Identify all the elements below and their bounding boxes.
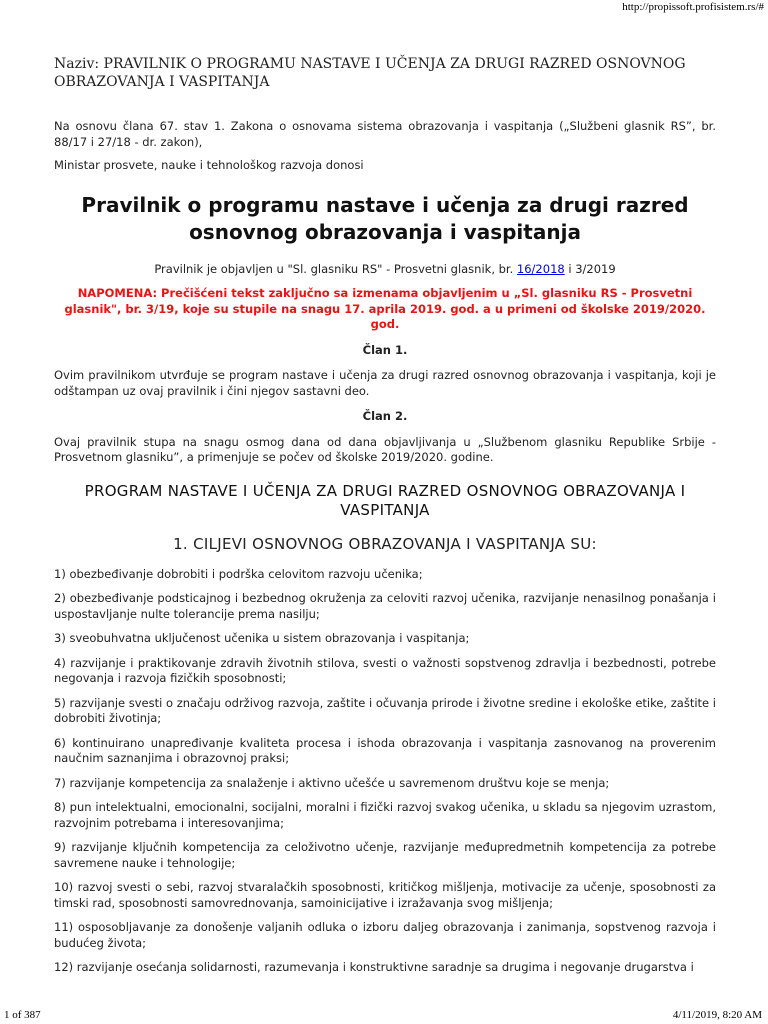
- list-item: 10) razvoj svesti o sebi, razvoj stvaralačkih sposobnosti, kritičkog mišljenja, motivacije za učenje, sposobnosti za timski rad, sposobnosti samovrednovanja, samoinicijative i izražavanja svog mišljenja;: [54, 880, 716, 910]
- list-item: 3) sveobuhvatna uključenost učenika u sistem obrazovanja i vaspitanja;: [54, 631, 470, 645]
- published-prefix: Pravilnik je objavljen u "Sl. glasniku RS" - Prosvetni glasnik, br.: [154, 261, 514, 276]
- article-text: Ovaj pravilnik stupa na snagu osmog dana od dana objavljivanja u „Službenom glasniku Republike Srbije - Prosvetnom glasniku”, a primenjuje se počev od školske 2019/2020. godine.: [54, 434, 716, 464]
- page-title: Pravilnik o programu nastave i učenja za drugi razred osnovnog obrazovanja i vaspitanja: [81, 192, 689, 244]
- legal-basis: Na osnovu člana 67. stav 1. Zakona o osnovama sistema obrazovanja i vaspitanja („Službeni glasnik RS”, br. 88/17 i 27/18 - dr. zakon),: [54, 119, 716, 149]
- list-item: 11) osposobljavanje za donošenje valjanih odluka o izboru daljeg obrazovanja i zanimanja, sopstvenog razvoja i budućeg života;: [54, 920, 716, 950]
- section-title: 1. CILJEVI OSNOVNOG OBRAZOVANJA I VASPITANJA SU:: [173, 534, 597, 553]
- article-heading: Član 1.: [362, 342, 408, 357]
- program-title: PROGRAM NASTAVE I UČENJA ZA DRUGI RAZRED OSNOVNOG OBRAZOVANJA I VASPITANJA: [84, 481, 686, 519]
- published-suffix: i 3/2019: [568, 261, 616, 276]
- document-name: Naziv: PRAVILNIK O PROGRAMU NASTAVE I UČENJA ZA DRUGI RAZRED OSNOVNOG OBRAZOVANJA I VASPITANJA: [54, 56, 686, 90]
- published-info: [54, 262, 716, 278]
- article-heading: Član 2.: [362, 409, 408, 423]
- article-text: Ovim pravilnikom utvrđuje se program nastave i učenja za drugi razred osnovnog obrazovanja i vaspitanja, koji je odštampan uz ovaj pravilnik i čini njegov sastavni deo.: [54, 368, 716, 398]
- page-counter: 1 of 387: [4, 1009, 41, 1021]
- list-item: 8) pun intelektualni, emocionalni, socijalni, moralni i fizički razvoj svakog učenika, u skladu sa njegovim uzrastom, razvojnim potrebama i interesovanjima;: [54, 800, 716, 830]
- list-item: 4) razvijanje i praktikovanje zdravih životnih stilova, svesti o važnosti sopstvenog zdravlja i bezbednosti, potrebe negovanja i razvoja fizičkih sposobnosti;: [54, 655, 716, 685]
- list-item: 2) obezbeđivanje podsticajnog i bezbednog okruženja za celoviti razvoj učenika, razvijanje nenasilnog ponašanja i uspostavljanje nulte tolerancije prema nasilju;: [54, 591, 716, 621]
- print-datetime: 4/11/2019, 8:20 AM: [672, 1009, 762, 1021]
- list-item: 7) razvijanje kompetencija za snalaženje i aktivno učešće u savremenom društvu koje se menja;: [54, 775, 610, 790]
- list-item: 6) kontinuirano unapređivanje kvaliteta procesa i ishoda obrazovanja i vaspitanja zasnovanog na proverenim naučnim saznanjima i obrazovnoj praksi;: [54, 735, 716, 765]
- minister-line: Ministar prosvete, nauke i tehnološkog razvoja donosi: [54, 158, 364, 172]
- list-item: 12) razvijanje osećanja solidarnosti, razumevanja i konstruktivne saradnje sa drugima i negovanje drugarstva i: [54, 960, 694, 974]
- list-item: 9) razvijanje ključnih kompetencija za celoživotno učenje, razvijanje međupredmetnih kompetencija za potrebe savremene nauke i tehnologije;: [54, 840, 716, 870]
- gazette-link[interactable]: 16/2018: [516, 261, 565, 276]
- amendment-note: NAPOMENA: Prečišćeni tekst zaključno sa izmenama objavljenim u „Sl. glasniku RS - Prosvetni glasnik", br. 3/19, koje su stupile na snagu 17. aprila 2019. god. a u primeni od školske 2019/2020. god.: [64, 286, 706, 331]
- list-item: 1) obezbeđivanje dobrobiti i podrška celovitom razvoju učenika;: [54, 566, 423, 581]
- list-item: 5) razvijanje svesti o značaju održivog razvoja, zaštite i očuvanja prirode i životne sredine i ekološke etike, zaštite i dobrobiti životinja;: [54, 695, 716, 725]
- print-url: http://propissoft.profisistem.rs/#: [622, 1, 764, 13]
- document-content: [54, 119, 716, 985]
